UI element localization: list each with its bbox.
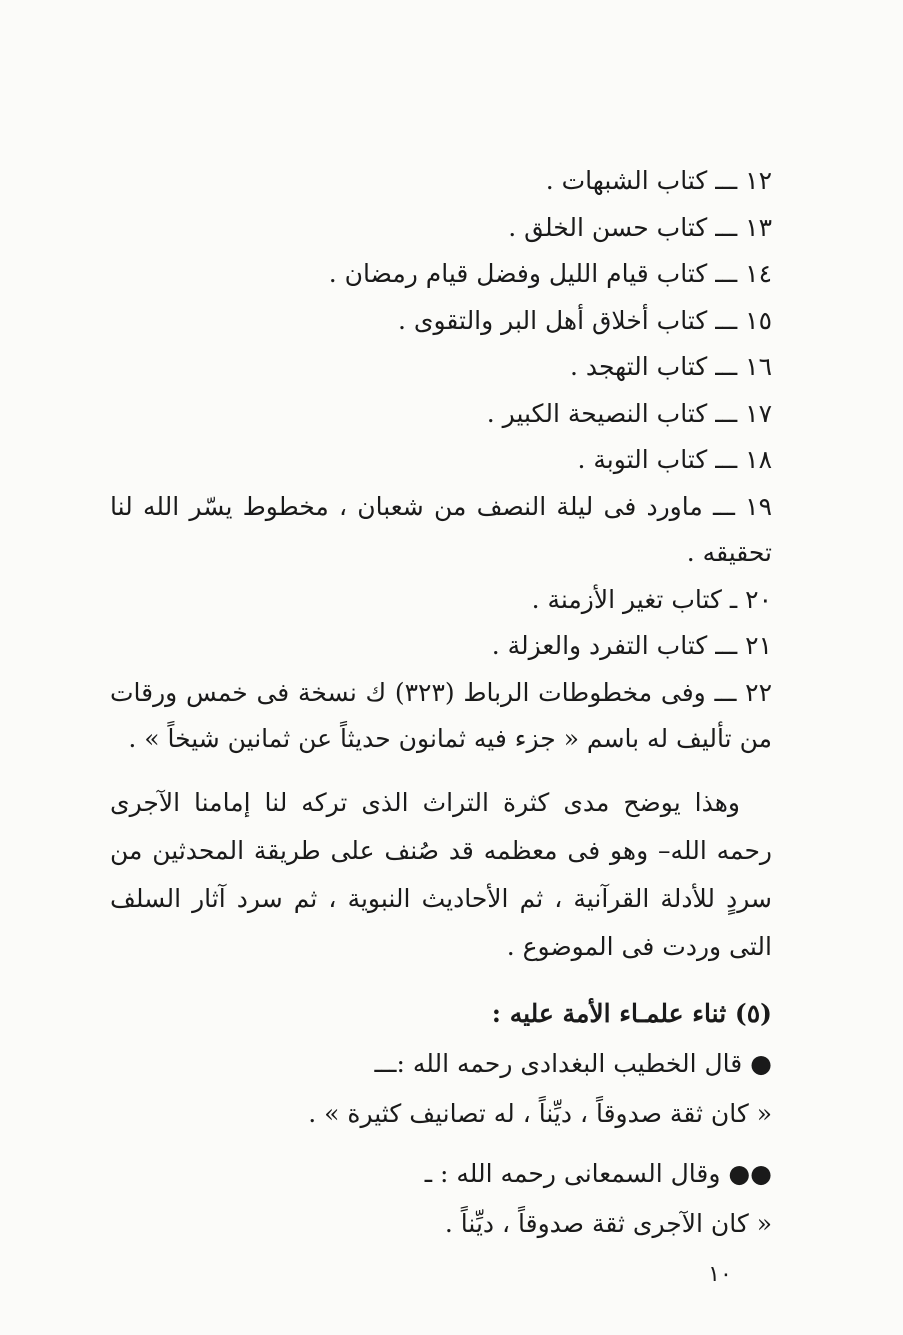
quote-block — [110, 1149, 772, 1249]
list-item: ٢٠ ـ كتاب تغير الأزمنة . — [531, 584, 772, 614]
section-heading: (٥) ثناء علمـاء الأمة عليه : — [491, 998, 772, 1028]
quote-intro: ●● وقال السمعانى رحمه الله : ـ — [424, 1158, 772, 1188]
list-item: ١٦ ـــ كتاب التهجد . — [569, 352, 772, 381]
list-item: ١٣ ـــ كتاب حسن الخلق . — [508, 212, 772, 242]
page-number: ١٠ — [708, 1262, 732, 1287]
list-item: ١٤ ـــ كتاب قيام الليل وفضل قيام رمضان . — [328, 259, 772, 288]
quote-text: « كان الآجرى ثقة صدوقاً ، ديِّناً . — [444, 1208, 772, 1238]
list-item: ٢٢ ـــ وفى مخطوطات الرباط (٣٢٣) ك نسخة فى خمس ورقات من تأليف له باسم « جزء فيه ثمانون حديثاً عن ثمانين شيخاً » . — [110, 677, 772, 753]
list-item: ١٨ ـــ كتاب التوبة . — [577, 445, 772, 474]
quote-block — [110, 1039, 772, 1139]
list-item: ١٩ ـــ ماورد فى ليلة النصف من شعبان ، مخطوط يسّر الله لنا تحقيقه . — [110, 491, 772, 567]
works-list — [110, 158, 772, 763]
quote-intro: ● قال الخطيب البغدادى رحمه الله :ـــ — [374, 1048, 772, 1078]
body-paragraph: وهذا يوضح مدى كثرة التراث الذى تركه لنا إمامنا الآجرى رحمه الله– وهو فى معظمه قد صُنف على طريقة المحدثين من سردٍ للأدلة القرآنية ، ثم الأحاديث النبوية ، ثم سرد آثار السلف التى وردت فى الموضوع . — [110, 787, 772, 961]
quote-text: « كان ثقة صدوقاً ، ديِّناً ، له تصانيف كثيرة » . — [308, 1098, 772, 1128]
list-item: ١٥ ـــ كتاب أخلاق أهل البر والتقوى . — [398, 305, 772, 335]
list-item: ١٢ ـــ كتاب الشبهات . — [545, 166, 772, 195]
list-item: ١٧ ـــ كتاب النصيحة الكبير . — [486, 398, 772, 428]
list-item: ٢١ ـــ كتاب التفرد والعزلة . — [491, 631, 772, 660]
page-body — [110, 158, 772, 1249]
